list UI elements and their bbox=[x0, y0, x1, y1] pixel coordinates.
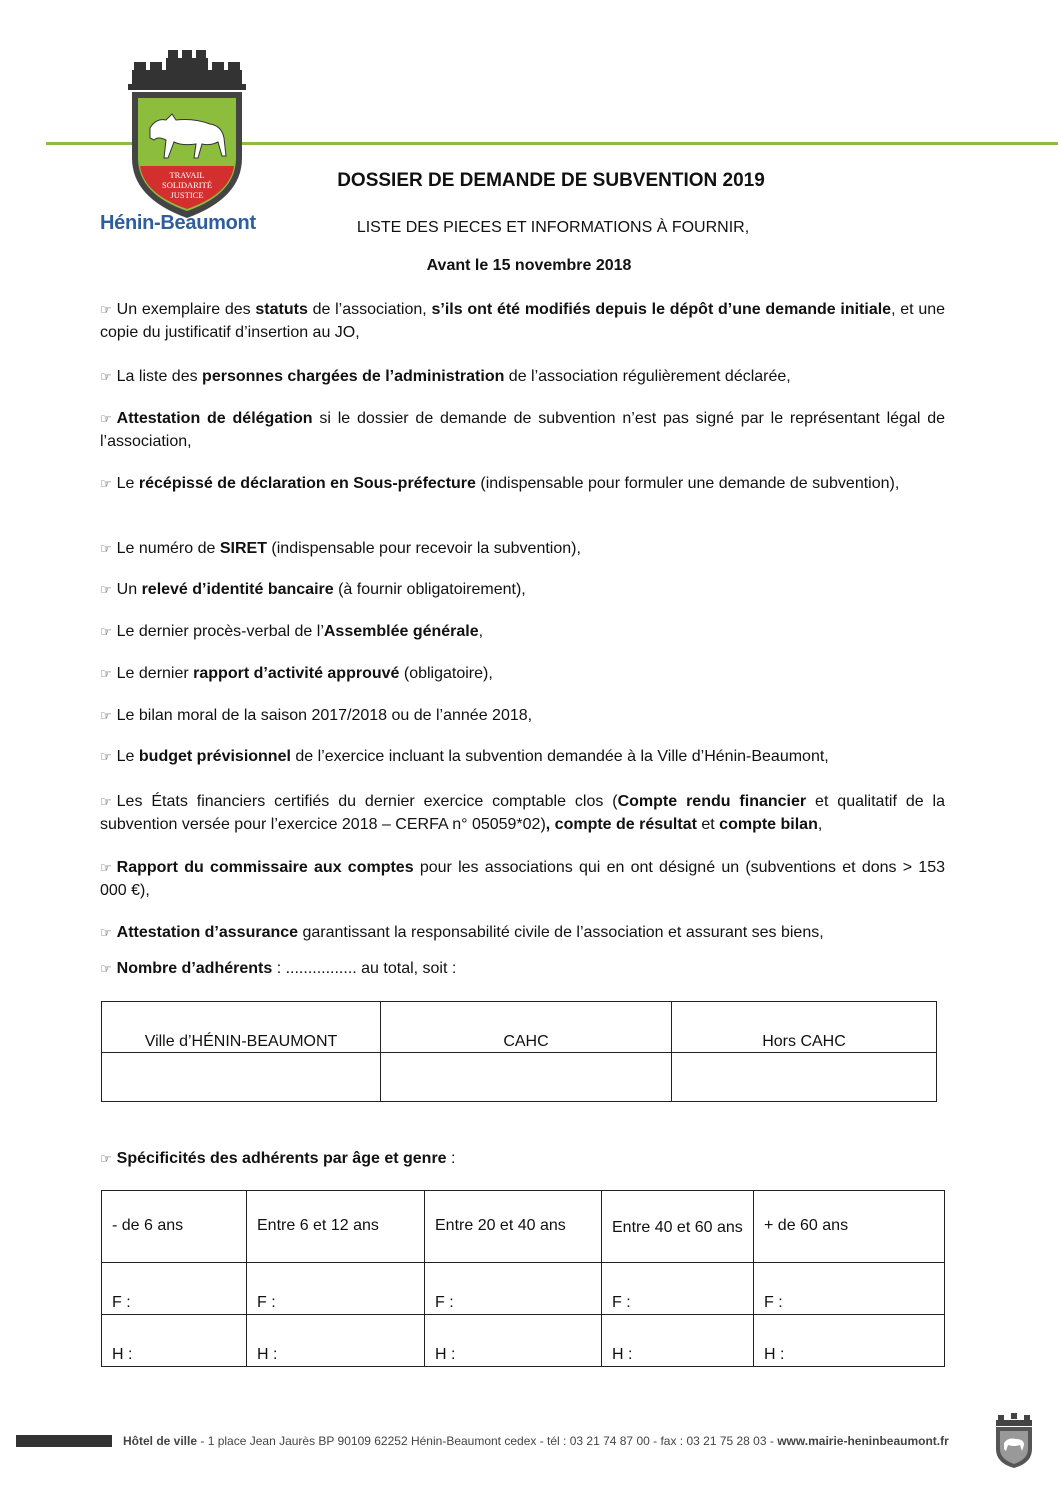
svg-text:SOLIDARITÉ: SOLIDARITÉ bbox=[161, 180, 213, 190]
table-row bbox=[102, 1053, 937, 1102]
list-item: ☞ Nombre d’adhérents : ................ au total, soit : bbox=[100, 960, 457, 977]
table-cell[interactable]: H : bbox=[602, 1315, 754, 1367]
footer-dark-bar bbox=[16, 1435, 112, 1447]
list-item: ☞ La liste des personnes chargées de l’administration de l’association régulièrement déclarée, bbox=[100, 368, 791, 385]
footer-castle-logo bbox=[992, 1413, 1036, 1469]
svg-text:TRAVAIL: TRAVAIL bbox=[169, 170, 205, 180]
table-header-cell: Ville d’HÉNIN-BEAUMONT bbox=[102, 1002, 381, 1053]
footer-address: Hôtel de ville - 1 place Jean Jaurès BP 90109 62252 Hénin-Beaumont cedex - tél : 03 21 74 87 00 - fax : 03 21 75 28 03 - www.mairie-heninbeaumont.fr bbox=[123, 1434, 949, 1448]
table-cell[interactable]: F : bbox=[754, 1263, 945, 1315]
age-gender-table bbox=[101, 1190, 945, 1367]
table-cell[interactable]: F : bbox=[247, 1263, 425, 1315]
pointing-hand-icon: ☞ bbox=[100, 1151, 112, 1166]
submission-deadline: Avant le 15 novembre 2018 bbox=[426, 257, 632, 274]
list-item: ☞ Spécificités des adhérents par âge et genre : bbox=[100, 1150, 456, 1167]
members-location-table bbox=[101, 1001, 937, 1102]
list-item: ☞ Le bilan moral de la saison 2017/2018 ou de l’année 2018, bbox=[100, 707, 533, 724]
table-header-cell: Entre 40 et 60 ans bbox=[602, 1191, 754, 1263]
table-row bbox=[102, 1002, 937, 1053]
table-row bbox=[102, 1191, 945, 1263]
pointing-hand-icon: ☞ bbox=[100, 925, 112, 940]
pointing-hand-icon: ☞ bbox=[100, 302, 112, 317]
pointing-hand-icon: ☞ bbox=[100, 411, 112, 426]
list-item: ☞ Rapport du commissaire aux comptes pour les associations qui en ont désigné un (subventions et dons > 153 000 €), bbox=[100, 859, 946, 899]
pointing-hand-icon: ☞ bbox=[100, 860, 112, 875]
pointing-hand-icon: ☞ bbox=[100, 708, 112, 723]
list-item: ☞ Le dernier rapport d’activité approuvé (obligatoire), bbox=[100, 665, 493, 682]
table-row bbox=[102, 1263, 945, 1315]
list-item: ☞ Les États financiers certifiés du dernier exercice comptable clos (Compte rendu financier et qualitatif de la subvention versée pour l’exercice 2018 – CERFA n° 05059*02), compte de résultat et compte bilan, bbox=[100, 793, 945, 833]
svg-text:JUSTICE: JUSTICE bbox=[170, 190, 204, 200]
pointing-hand-icon: ☞ bbox=[100, 476, 112, 491]
table-cell[interactable]: H : bbox=[247, 1315, 425, 1367]
pointing-hand-icon: ☞ bbox=[100, 794, 112, 809]
table-row bbox=[102, 1315, 945, 1367]
pointing-hand-icon: ☞ bbox=[100, 749, 112, 764]
city-coat-of-arms-logo bbox=[98, 48, 274, 238]
pointing-hand-icon: ☞ bbox=[100, 961, 112, 976]
pointing-hand-icon: ☞ bbox=[100, 369, 112, 384]
list-item: ☞ Attestation d’assurance garantissant la responsabilité civile de l’association et assurant ses biens, bbox=[100, 924, 824, 941]
list-item: ☞ Le numéro de SIRET (indispensable pour recevoir la subvention), bbox=[100, 540, 581, 557]
document-subtitle: LISTE DES PIECES ET INFORMATIONS À FOURNIR, bbox=[356, 219, 750, 236]
table-cell[interactable]: F : bbox=[425, 1263, 602, 1315]
table-header-cell: Hors CAHC bbox=[672, 1002, 937, 1053]
table-header-cell: Entre 6 et 12 ans bbox=[247, 1191, 425, 1263]
document-title: DOSSIER DE DEMANDE DE SUBVENTION 2019 bbox=[337, 170, 765, 191]
table-cell[interactable]: F : bbox=[602, 1263, 754, 1315]
table-header-cell: - de 6 ans bbox=[102, 1191, 247, 1263]
table-cell[interactable] bbox=[381, 1053, 672, 1102]
list-item: ☞ Le dernier procès-verbal de l’Assemblée générale, bbox=[100, 623, 484, 640]
pointing-hand-icon: ☞ bbox=[100, 666, 112, 681]
table-cell[interactable]: F : bbox=[102, 1263, 247, 1315]
pointing-hand-icon: ☞ bbox=[100, 624, 112, 639]
list-item: ☞ Le budget prévisionnel de l’exercice incluant la subvention demandée à la Ville d’Hénin-Beaumont, bbox=[100, 748, 829, 765]
pointing-hand-icon: ☞ bbox=[100, 582, 112, 597]
list-item: ☞ Le récépissé de déclaration en Sous-préfecture (indispensable pour formuler une demande de subvention), bbox=[100, 475, 900, 492]
table-header-cell: Entre 20 et 40 ans bbox=[425, 1191, 602, 1263]
table-cell[interactable]: H : bbox=[754, 1315, 945, 1367]
pointing-hand-icon: ☞ bbox=[100, 541, 112, 556]
table-header-cell: + de 60 ans bbox=[754, 1191, 945, 1263]
list-item: ☞ Un exemplaire des statuts de l’association, s’ils ont été modifiés depuis le dépôt d’une demande initiale, et une copie du justificatif d’insertion au JO, bbox=[100, 301, 946, 341]
table-cell[interactable]: H : bbox=[425, 1315, 602, 1367]
table-cell[interactable] bbox=[102, 1053, 381, 1102]
table-header-cell: CAHC bbox=[381, 1002, 672, 1053]
list-item: ☞ Un relevé d’identité bancaire (à fournir obligatoirement), bbox=[100, 581, 526, 598]
list-item: ☞ Attestation de délégation si le dossier de demande de subvention n’est pas signé par le représentant légal de l’association, bbox=[100, 410, 946, 450]
city-brand-name: Hénin-Beaumont bbox=[100, 212, 256, 234]
footer-website-link[interactable]: www.mairie-heninbeaumont.fr bbox=[777, 1434, 949, 1448]
table-cell[interactable] bbox=[672, 1053, 937, 1102]
table-cell[interactable]: H : bbox=[102, 1315, 247, 1367]
